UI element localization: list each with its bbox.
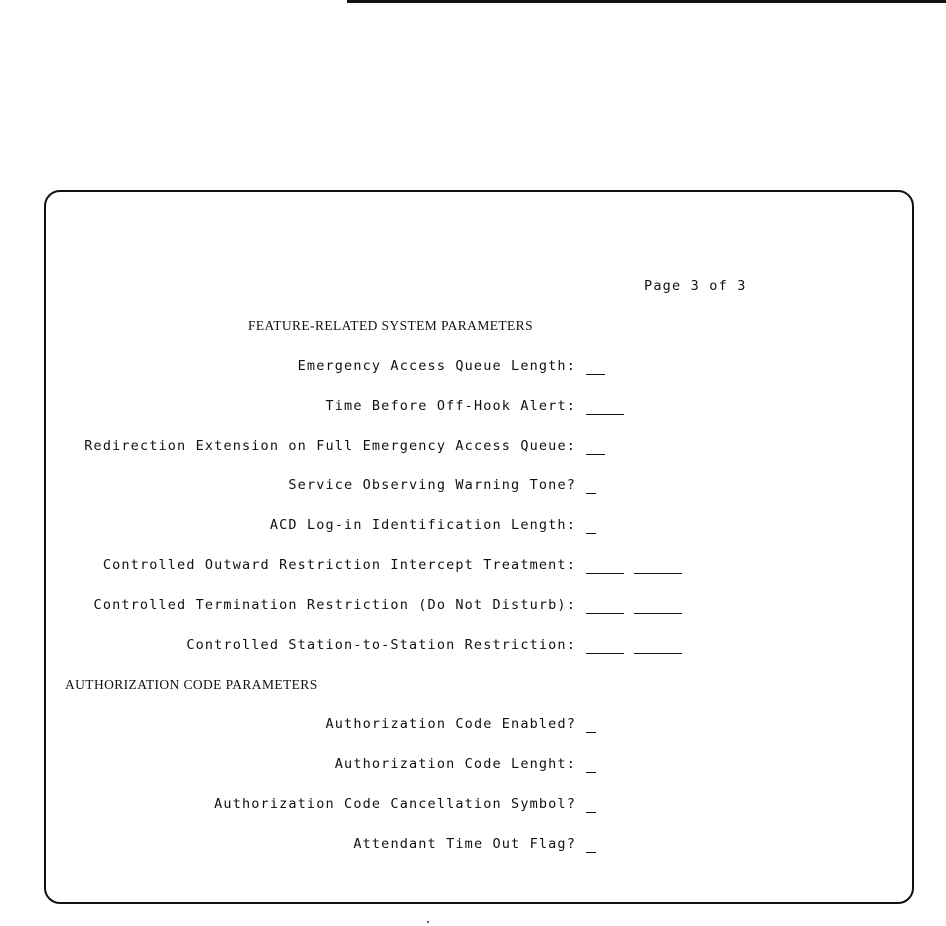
cor-intercept-treatment-input-1[interactable] [586, 557, 624, 574]
authorization-parameters-heading: AUTHORIZATION CODE PARAMETERS [65, 677, 318, 692]
acd-login-id-length-label: ACD Log-in Identification Length: [269, 517, 576, 533]
cor-intercept-treatment-label: Controlled Outward Restriction Intercept Treatment: [102, 557, 576, 573]
attendant-timeout-flag-label: Attendant Time Out Flag? [353, 836, 576, 852]
auth-code-cancel-symbol-label: Authorization Code Cancellation Symbol? [214, 796, 576, 812]
auth-code-enabled-label: Authorization Code Enabled? [325, 716, 576, 732]
controlled-station-restriction-input-1[interactable] [586, 637, 624, 654]
redirection-extension-input[interactable] [586, 438, 605, 455]
controlled-termination-restriction-input-1[interactable] [586, 597, 624, 614]
attendant-timeout-flag-input[interactable] [586, 836, 596, 853]
service-observing-tone-label: Service Observing Warning Tone? [288, 477, 576, 493]
page-indicator: Page 3 of 3 [644, 278, 747, 294]
cor-intercept-treatment-input-2[interactable] [634, 557, 682, 574]
emergency-queue-length-label: Emergency Access Queue Length: [297, 358, 576, 374]
top-rule [347, 0, 946, 3]
auth-code-enabled-input[interactable] [586, 716, 596, 733]
controlled-station-restriction-input-2[interactable] [634, 637, 682, 654]
emergency-queue-length-input[interactable] [586, 358, 605, 375]
controlled-station-restriction-label: Controlled Station-to-Station Restriction: [186, 637, 576, 653]
acd-login-id-length-input[interactable] [586, 517, 596, 534]
auth-code-cancel-symbol-input[interactable] [586, 796, 596, 813]
controlled-termination-restriction-label: Controlled Termination Restriction (Do Not Disturb): [93, 597, 576, 613]
auth-code-length-label: Authorization Code Lenght: [334, 756, 576, 772]
auth-code-length-input[interactable] [586, 756, 596, 773]
offhook-alert-time-label: Time Before Off-Hook Alert: [325, 398, 576, 414]
redirection-extension-label: Redirection Extension on Full Emergency Access Queue: [84, 438, 576, 454]
service-observing-tone-input[interactable] [586, 477, 596, 494]
controlled-termination-restriction-input-2[interactable] [634, 597, 682, 614]
offhook-alert-time-input[interactable] [586, 398, 624, 415]
feature-parameters-heading: FEATURE-RELATED SYSTEM PARAMETERS [248, 318, 533, 333]
stray-mark [427, 921, 429, 923]
